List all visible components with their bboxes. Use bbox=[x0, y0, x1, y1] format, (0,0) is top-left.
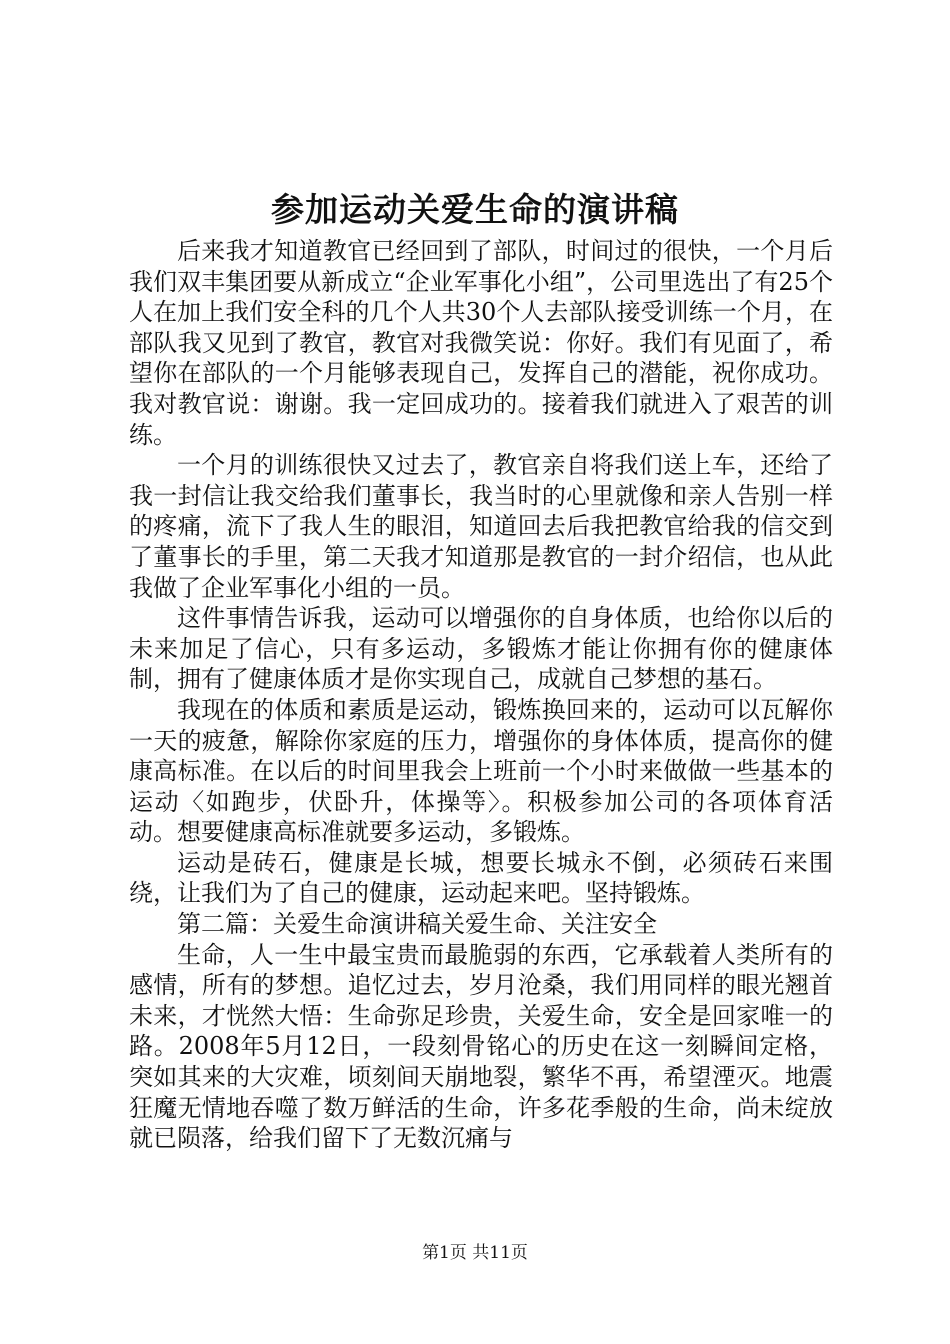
paragraph: 后来我才知道教官已经回到了部队，时间过的很快，一个月后我们双丰集团要从新成立“企业军事化小组”，公司里选出了有25个人在加上我们安全科的几个人共30个人去部队接受训练一个月，在部队我又见到了教官，教官对我微笑说：你好。我们有见面了，希望你在部队的一个月能够表现自己，发挥自己的潜能，祝你成功。我对教官说：谢谢。我一定回成功的。接着我们就进入了艰苦的训练。 bbox=[129, 237, 833, 449]
paragraph: 这件事情告诉我，运动可以增强你的自身体质，也给你以后的未来加足了信心，只有多运动，多锻炼才能让你拥有你的健康体制，拥有了健康体质才是你实现自己，成就自己梦想的基石。 bbox=[129, 604, 833, 694]
paragraph: 运动是砖石，健康是长城，想要长城永不倒，必须砖石来围绕，让我们为了自己的健康，运动起来吧。坚持锻炼。 bbox=[129, 848, 833, 908]
paragraph: 我现在的体质和素质是运动，锻炼换回来的，运动可以瓦解你一天的疲惫，解除你家庭的压力，增强你的身体体质，提高你的健康高标准。在以后的时间里我会上班前一个小时来做做一些基本的运动〈如跑步，伏卧升，体操等〉。积极参加公司的各项体育活动。想要健康高标准就要多运动，多锻炼。 bbox=[129, 695, 833, 847]
page-footer: 第1页 共11页 bbox=[422, 1243, 528, 1263]
paragraph: 生命，人一生中最宝贵而最脆弱的东西，它承载着人类所有的感情，所有的梦想。追忆过去，岁月沧桑，我们用同样的眼光翘首未来，才恍然大悟：生命弥足珍贵，关爱生命，安全是回家唯一的路。2008年5月12日，一段刻骨铭心的历史在这一刻瞬间定格，突如其来的大灾难，顷刻间天崩地裂，繁华不再，希望湮灭。地震狂魔无情地吞噬了数万鲜活的生命，许多花季般的生命，尚未绽放就已陨落，给我们留下了无数沉痛与 bbox=[129, 940, 833, 1153]
paragraph: 一个月的训练很快又过去了，教官亲自将我们送上车，还给了我一封信让我交给我们董事长，我当时的心里就像和亲人告别一样的疼痛，流下了我人生的眼泪，知道回去后我把教官给我的信交到了董事长的手里，第二天我才知道那是教官的一封介绍信，也从此我做了企业军事化小组的一员。 bbox=[129, 451, 833, 602]
document-body bbox=[129, 236, 833, 1154]
section-heading: 第二篇：关爱生命演讲稿关爱生命、关注安全 bbox=[177, 910, 657, 939]
document-title: 参加运动关爱生命的演讲稿 bbox=[271, 190, 679, 229]
